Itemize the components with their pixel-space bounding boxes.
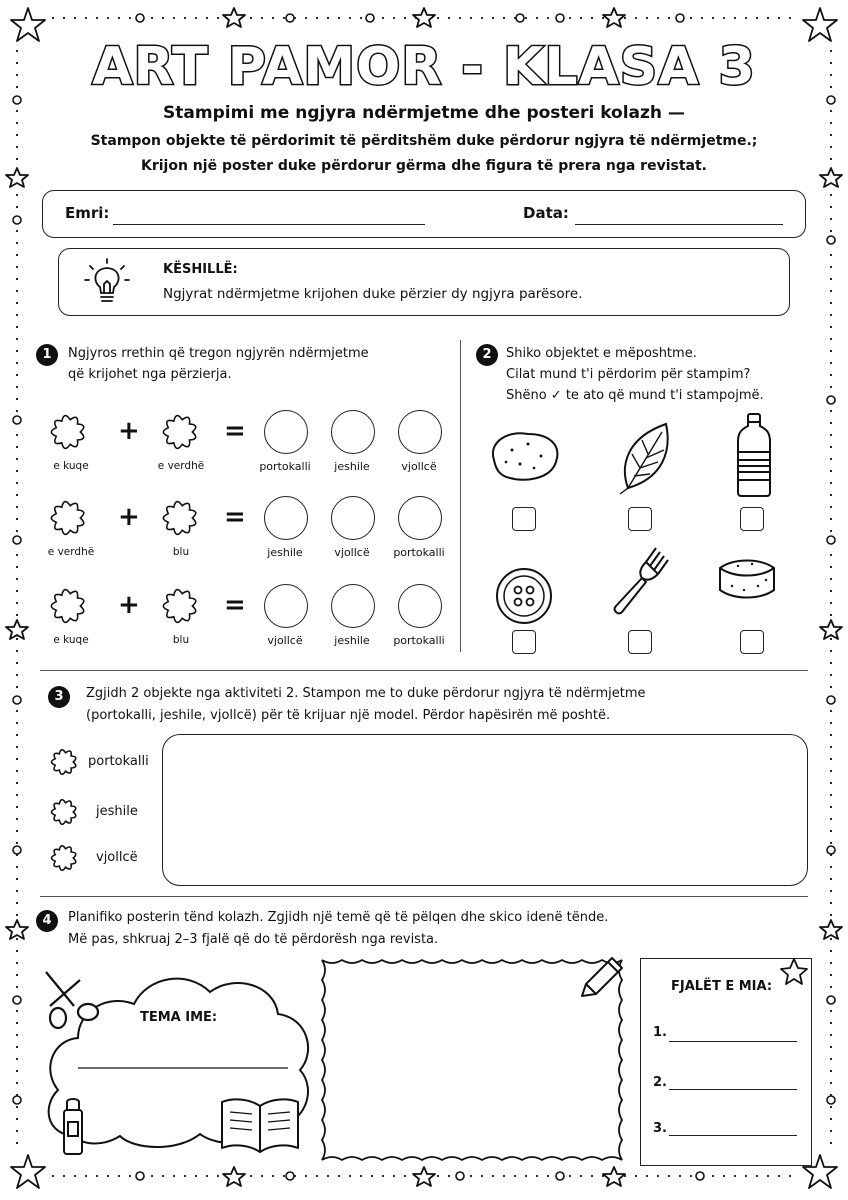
stamp-color-label: vjollcë [96, 850, 138, 865]
paint-splat-icon [46, 840, 82, 876]
my-words-title: FJALËT E MIA: [671, 979, 773, 994]
subtitle: Stampimi me ngjyra ndërmjetme dhe posteri kolazh — [163, 103, 685, 123]
tip-title: KËSHILLË: [163, 262, 238, 277]
sponge-icon [714, 552, 780, 606]
color-a-label: e verdhë [47, 546, 95, 558]
page-title-text: ART PAMOR - KLASA 3 [92, 37, 756, 97]
section-divider-1 [40, 670, 808, 671]
activity-2-line-1: Shiko objektet e mëposhtme. [506, 346, 697, 361]
word-number-2: 2. [653, 1075, 667, 1090]
paint-splat-icon [46, 744, 82, 780]
section-divider-2 [40, 896, 808, 897]
answer-label: vjollcë [267, 634, 303, 647]
star-icon [779, 957, 809, 987]
tip-text: Ngjyrat ndërmjetme krijohen duke përzier dy ngjyra parësore. [163, 286, 583, 302]
word-line-1[interactable] [669, 1041, 797, 1042]
activity-2-number: 2 [476, 344, 498, 366]
button-icon [494, 566, 554, 626]
answer-label: portokalli [393, 634, 445, 647]
color-b-label: blu [172, 634, 190, 646]
stamp-color-label: portokalli [88, 754, 149, 769]
answer-label: vjollcë [401, 460, 437, 473]
checkbox-bottle[interactable] [740, 507, 764, 531]
answer-circle[interactable] [398, 584, 442, 628]
answer-label: jeshile [267, 546, 303, 559]
column-divider [460, 340, 461, 652]
plus-sign: + [118, 416, 140, 446]
word-line-2[interactable] [669, 1089, 797, 1090]
activity-1-line-2: që krijohet nga përzierja. [68, 367, 232, 382]
plus-sign: + [118, 502, 140, 532]
objective-1: Stampon objekte të përdorimit të përditshëm duke përdorur ngjyra të ndërmjetme.; [90, 133, 758, 149]
color-b-label: blu [172, 546, 190, 558]
answer-circle[interactable] [331, 410, 375, 454]
color-a-label: e kuqe [53, 634, 89, 646]
name-label: Emri: [65, 204, 110, 222]
date-field[interactable] [575, 224, 783, 225]
answer-label: vjollcë [334, 546, 370, 559]
word-line-3[interactable] [669, 1135, 797, 1136]
checkbox-leaf[interactable] [628, 507, 652, 531]
answer-label: portokalli [259, 460, 311, 473]
potato-icon [486, 420, 566, 490]
answer-circle[interactable] [398, 410, 442, 454]
bottle-icon [734, 412, 774, 498]
activity-3-number: 3 [48, 686, 70, 708]
date-label: Data: [523, 204, 569, 222]
answer-label: jeshile [334, 460, 370, 473]
tip-box [58, 248, 790, 316]
answer-circle[interactable] [331, 496, 375, 540]
equals-sign: = [224, 590, 246, 620]
pencil-icon [578, 954, 626, 1000]
name-field[interactable] [113, 224, 425, 225]
checkbox-fork[interactable] [628, 630, 652, 654]
paint-splat-icon [44, 408, 92, 456]
paint-splat-icon [44, 494, 92, 542]
word-number-1: 1. [653, 1025, 667, 1040]
answer-label: portokalli [393, 546, 445, 559]
color-b-label: e verdhë [157, 460, 205, 472]
checkbox-potato[interactable] [512, 507, 536, 531]
paint-splat-icon [46, 794, 82, 830]
answer-circle[interactable] [264, 410, 308, 454]
my-words-box [640, 958, 812, 1166]
activity-2-line-2: Cilat mund t'i përdorim për stampim? [506, 367, 751, 382]
paint-splat-icon [44, 582, 92, 630]
activity-4-line-2: Më pas, shkruaj 2–3 fjalë që do të përdorësh nga revista. [68, 932, 439, 947]
activity-4-line-1: Planifiko posterin tënd kolazh. Zgjidh një temë që të pëlqen dhe skico idenë tënde. [68, 910, 609, 925]
activity-2-line-3: Shëno ✓ te ato që mund t'i stampojmë. [506, 388, 764, 403]
checkbox-sponge[interactable] [740, 630, 764, 654]
color-a-label: e kuqe [53, 460, 89, 472]
activity-1-number: 1 [36, 344, 58, 366]
lightbulb-icon [81, 257, 133, 309]
student-info-box [42, 190, 806, 238]
paint-splat-icon [156, 582, 204, 630]
answer-label: jeshile [334, 634, 370, 647]
fork-icon [608, 544, 672, 618]
answer-circle[interactable] [264, 496, 308, 540]
paint-splat-icon [156, 408, 204, 456]
leaf-icon [614, 418, 676, 496]
activity-3-line-2: (portokalli, jeshile, vjollcë) për të krijuar një model. Përdor hapësirën më poshtë. [86, 708, 611, 723]
equals-sign: = [224, 416, 246, 446]
glue-stick-icon [58, 1096, 88, 1158]
page-title [0, 30, 848, 110]
stamp-color-label: jeshile [96, 804, 138, 819]
paint-splat-icon [156, 494, 204, 542]
answer-circle[interactable] [398, 496, 442, 540]
plus-sign: + [118, 590, 140, 620]
activity-4-number: 4 [36, 910, 58, 932]
activity-1-line-1: Ngjyros rrethin që tregon ngjyrën ndërmjetme [68, 346, 369, 361]
book-icon [218, 1094, 302, 1154]
checkbox-button[interactable] [512, 630, 536, 654]
answer-circle[interactable] [331, 584, 375, 628]
word-number-3: 3. [653, 1121, 667, 1136]
answer-circle[interactable] [264, 584, 308, 628]
stamp-pattern-area[interactable] [162, 734, 808, 886]
objective-2: Krijon një poster duke përdorur gërma dhe figura të prera nga revistat. [141, 158, 707, 174]
scissors-icon [40, 966, 100, 1030]
theme-label: TEMA IME: [140, 1010, 218, 1025]
activity-3-line-1: Zgjidh 2 objekte nga aktiviteti 2. Stampon me to duke përdorur ngjyra të ndërmjetme [86, 686, 646, 701]
equals-sign: = [224, 502, 246, 532]
